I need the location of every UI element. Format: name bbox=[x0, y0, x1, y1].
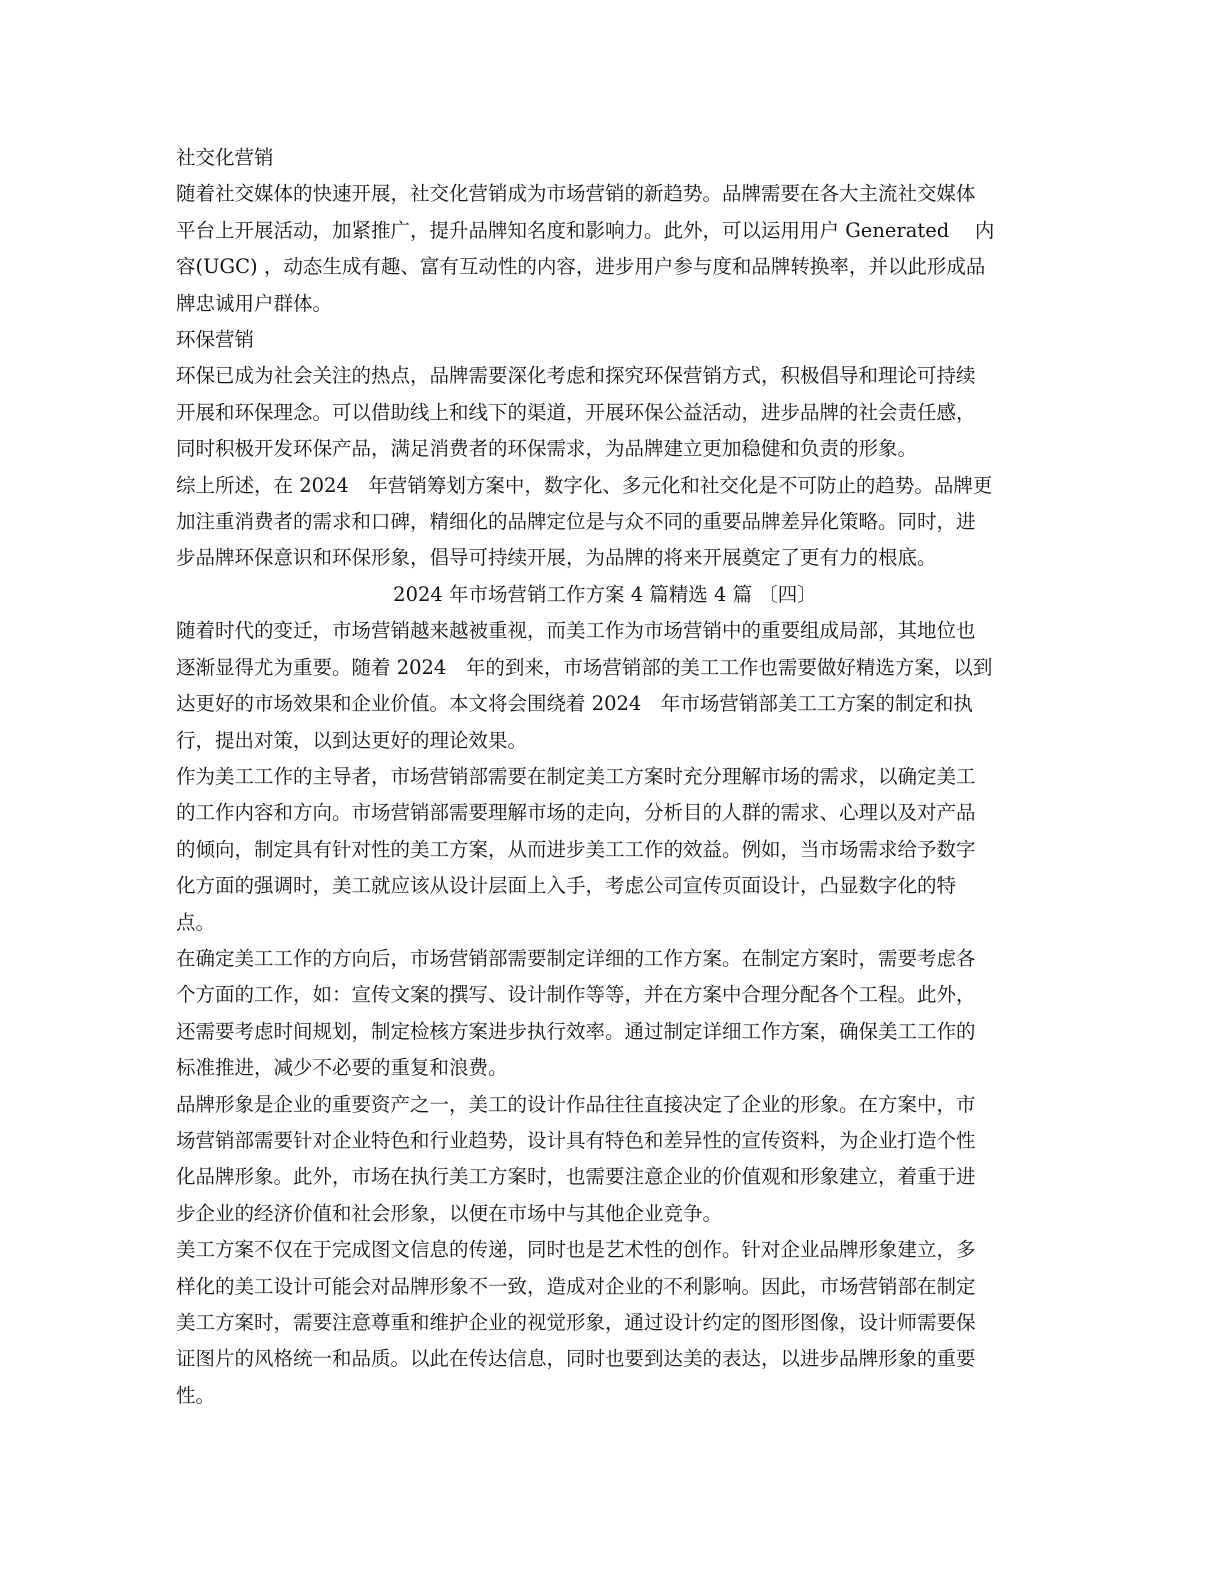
text-line: 步企业的经济价值和社会形象，以便在市场中与其他企业竞争。 bbox=[176, 1201, 723, 1225]
section-heading-social-marketing: 社交化营销 bbox=[176, 146, 274, 169]
text-line: 开展和环保理念。可以借助线上和线下的渠道，开展环保公益活动，进步品牌的社会责任感， bbox=[176, 400, 976, 424]
text-line: 逐渐显得尤为重要。随着 2024 年的到来，市场营销部的美工工作也需要做好精选方案，以到 bbox=[176, 655, 993, 679]
text-line: 随着时代的变迁，市场营销越来越被重视，而美工作为市场营销中的重要组成局部，其地位也 bbox=[176, 619, 976, 643]
text-line: 标准推进，减少不必要的重复和浪费。 bbox=[176, 1056, 508, 1080]
text-line: 达更好的市场效果和企业价值。本文将会围绕着 2024 年市场营销部美工工方案的制定和执 bbox=[176, 692, 973, 716]
text-line: 随着社交媒体的快速开展，社交化营销成为市场营销的新趋势。品牌需要在各大主流社交媒体 bbox=[176, 182, 976, 206]
text-line: 个方面的工作，如：宣传文案的撰写、设计制作等等，并在方案中合理分配各个工程。此外， bbox=[176, 983, 976, 1007]
text-line: 还需要考虑时间规划，制定检核方案进步执行效率。通过制定详细工作方案，确保美工工作的 bbox=[176, 1019, 976, 1043]
text-line: 场营销部需要针对企业特色和行业趋势，设计具有特色和差异性的宣传资料，为企业打造个性 bbox=[176, 1128, 976, 1152]
section-heading-eco-marketing: 环保营销 bbox=[176, 328, 255, 352]
text-line: 点。 bbox=[176, 910, 216, 934]
text-line: 的工作内容和方向。市场营销部需要理解市场的走向，分析目的人群的需求、心理以及对产品 bbox=[176, 801, 976, 825]
text-line: 化方面的强调时，美工就应该从设计层面上入手，考虑公司宣传页面设计，凸显数字化的特 bbox=[176, 874, 957, 898]
text-line: 性。 bbox=[176, 1383, 216, 1407]
text-line: 证图片的风格统一和品质。以此在传达信息，同时也要到达美的表达，以进步品牌形象的重要 bbox=[176, 1347, 976, 1371]
text-line: 牌忠诚用户群体。 bbox=[176, 291, 333, 315]
text-line: 化品牌形象。此外，市场在执行美工方案时，也需要注意企业的价值观和形象建立，着重于进 bbox=[176, 1165, 976, 1189]
text-line: 环保已成为社会关注的热点，品牌需要深化考虑和探究环保营销方式，积极倡导和理论可持续 bbox=[176, 364, 976, 388]
text-line: 的倾向，制定具有针对性的美工方案，从而进步美工工作的效益。例如，当市场需求给予数字 bbox=[176, 837, 976, 861]
text-line: 在确定美工工作的方向后，市场营销部需要制定详细的工作方案。在制定方案时，需要考虑各 bbox=[176, 946, 976, 970]
document-page bbox=[176, 140, 1034, 1414]
text-line: 作为美工工作的主导者，市场营销部需要在制定美工方案时充分理解市场的需求，以确定美工 bbox=[176, 764, 976, 788]
text-line: 平台上开展活动，加紧推广，提升品牌知名度和影响力。此外，可以运用用户 Generated 内 bbox=[176, 218, 995, 242]
text-line: 样化的美工设计可能会对品牌形象不一致，造成对企业的不利影响。因此，市场营销部在制定 bbox=[176, 1274, 976, 1298]
text-line: 加注重消费者的需求和口碑，精细化的品牌定位是与众不同的重要品牌差异化策略。同时，进 bbox=[176, 510, 976, 534]
text-line: 品牌形象是企业的重要资产之一，美工的设计作品往往直接决定了企业的形象。在方案中，市 bbox=[176, 1092, 976, 1116]
text-line: 综上所述，在 2024 年营销筹划方案中，数字化、多元化和社交化是不可防止的趋势。品牌更 bbox=[176, 473, 993, 497]
text-line: 同时积极开发环保产品，满足消费者的环保需求，为品牌建立更加稳健和负责的形象。 bbox=[176, 437, 918, 461]
text-line: 步品牌环保意识和环保形象，倡导可持续开展，为品牌的将来开展奠定了更有力的根底。 bbox=[176, 546, 937, 570]
text-line: 容(UGC) ，动态生成有趣、富有互动性的内容，进步用户参与度和品牌转换率，并以此形成品 bbox=[176, 255, 986, 279]
text-line: 行，提出对策，以到达更好的理论效果。 bbox=[176, 728, 528, 752]
text-line: 美工方案时，需要注意尊重和维护企业的视觉形象，通过设计约定的图形图像，设计师需要保 bbox=[176, 1311, 976, 1334]
text-line: 美工方案不仅在于完成图文信息的传递，同时也是艺术性的创作。针对企业品牌形象建立，多 bbox=[176, 1238, 976, 1262]
article-title: 2024 年市场营销工作方案 4 篇精选 4 篇 〔四〕 bbox=[393, 582, 817, 606]
